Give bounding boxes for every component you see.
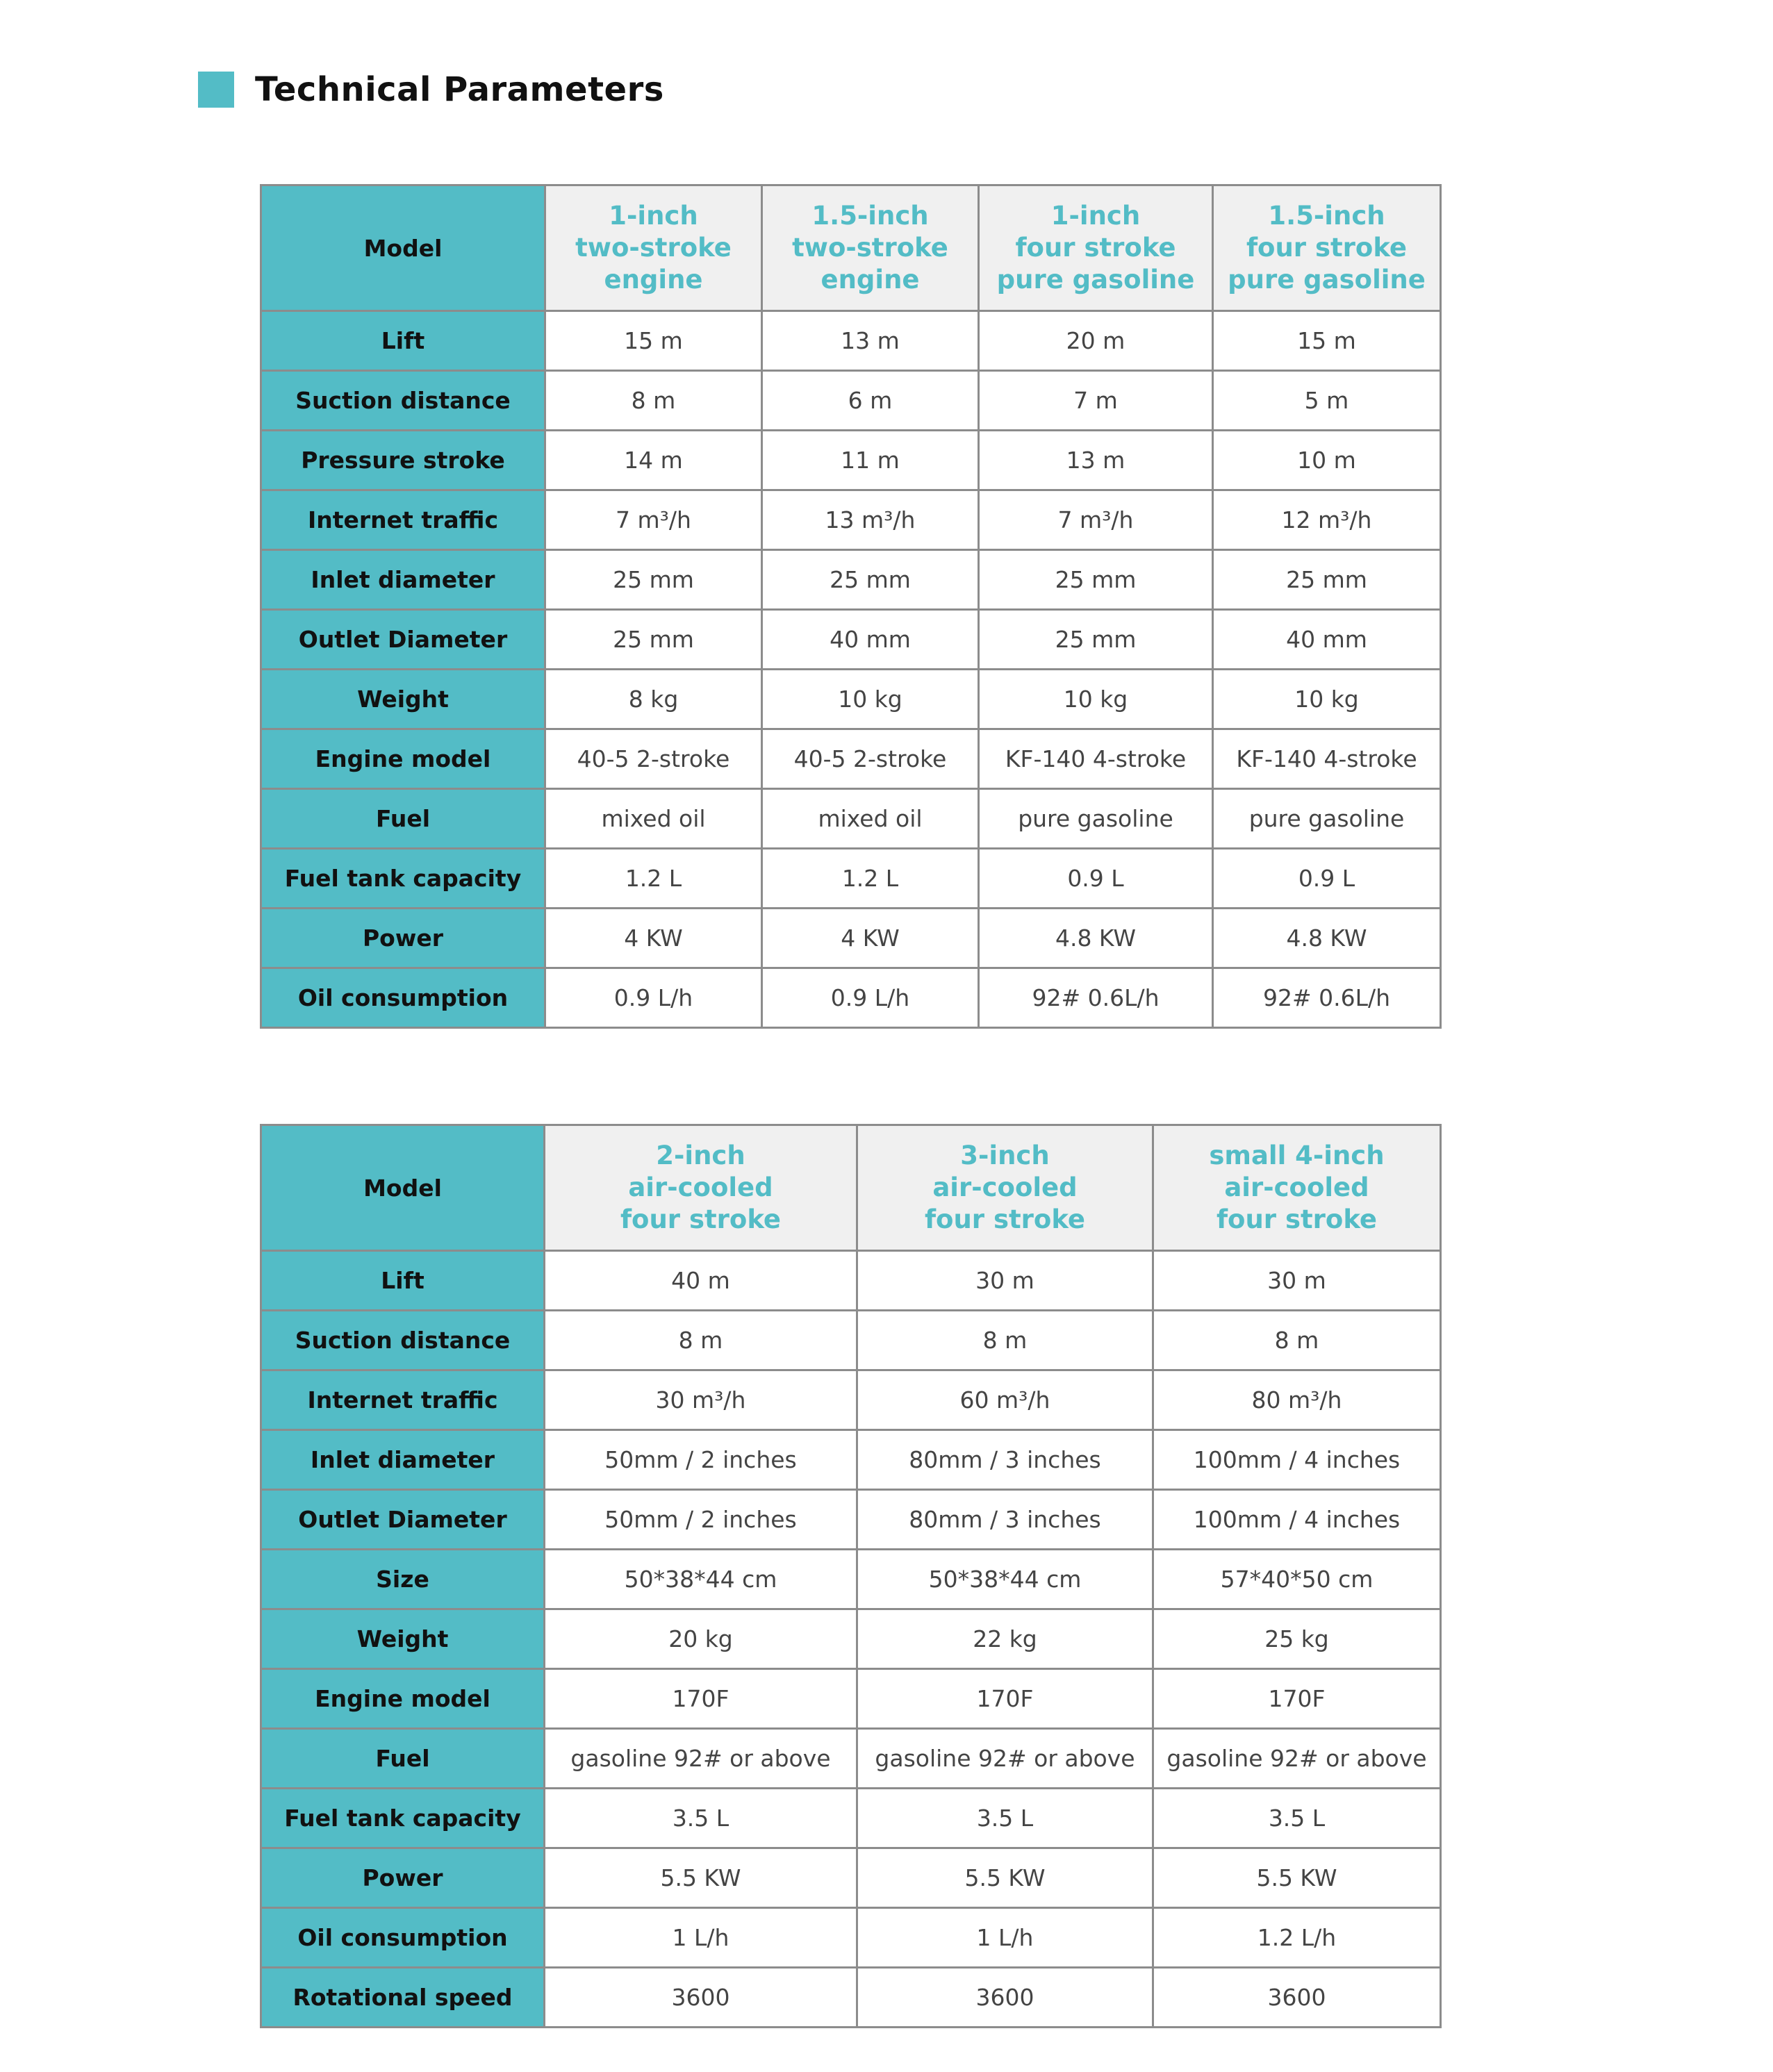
row-label: Suction distance (261, 1311, 545, 1370)
table-cell: 25 mm (762, 550, 979, 610)
table-cell: pure gasoline (979, 789, 1213, 849)
table-cell: gasoline 92# or above (545, 1729, 857, 1789)
row-label: Fuel (261, 789, 545, 849)
table-cell: 20 kg (545, 1609, 857, 1669)
table-cell: 100mm / 4 inches (1153, 1430, 1441, 1490)
table-cell: mixed oil (762, 789, 979, 849)
table-cell: 50mm / 2 inches (545, 1430, 857, 1490)
table-cell: 57*40*50 cm (1153, 1550, 1441, 1609)
table-row (261, 1908, 1441, 1968)
table-cell: 3.5 L (545, 1789, 857, 1848)
table-cell: 13 m (762, 311, 979, 371)
table-row (261, 1968, 1441, 2028)
table-cell: 40 m (545, 1251, 857, 1311)
row-label: Weight (261, 670, 545, 729)
table-cell: 13 m (979, 431, 1213, 490)
column-header-1inch-four-stroke: 1-inch four stroke pure gasoline (979, 185, 1213, 311)
table-cell: 25 mm (1213, 550, 1441, 610)
table-cell: 3600 (545, 1968, 857, 2028)
row-label: Lift (261, 311, 545, 371)
table-cell: 80 m³/h (1153, 1370, 1441, 1430)
table-header-row (261, 185, 1441, 311)
table-cell: 4 KW (762, 909, 979, 968)
table-cell: 7 m³/h (979, 490, 1213, 550)
table-row (261, 849, 1441, 909)
table-cell: 10 m (1213, 431, 1441, 490)
page-title: Technical Parameters (255, 70, 664, 109)
row-label: Outlet Diameter (261, 1490, 545, 1550)
row-label: Suction distance (261, 371, 545, 431)
row-label: Outlet Diameter (261, 610, 545, 670)
table-cell: 20 m (979, 311, 1213, 371)
table-row (261, 1848, 1441, 1908)
table-cell: KF-140 4-stroke (979, 729, 1213, 789)
row-label: Fuel tank capacity (261, 1789, 545, 1848)
table-cell: 15 m (545, 311, 762, 371)
table-cell: 170F (1153, 1669, 1441, 1729)
table-cell: 1 L/h (857, 1908, 1153, 1968)
table-row (261, 968, 1441, 1028)
table-cell: 7 m³/h (545, 490, 762, 550)
table-cell: 30 m³/h (545, 1370, 857, 1430)
table-cell: 3600 (857, 1968, 1153, 2028)
table-cell: 1.2 L (545, 849, 762, 909)
row-label: Internet traffic (261, 1370, 545, 1430)
table-row (261, 1430, 1441, 1490)
table-cell: 50*38*44 cm (857, 1550, 1153, 1609)
row-label: Lift (261, 1251, 545, 1311)
table-cell: pure gasoline (1213, 789, 1441, 849)
table-row (261, 431, 1441, 490)
table-cell: 0.9 L (979, 849, 1213, 909)
table-cell: KF-140 4-stroke (1213, 729, 1441, 789)
table-corner-label: Model (261, 1125, 545, 1251)
table-cell: 60 m³/h (857, 1370, 1153, 1430)
table-cell: 5 m (1213, 371, 1441, 431)
row-label: Inlet diameter (261, 1430, 545, 1490)
column-header-1inch-two-stroke: 1-inch two-stroke engine (545, 185, 762, 311)
row-label: Engine model (261, 1669, 545, 1729)
table-cell: 4.8 KW (979, 909, 1213, 968)
table-cell: 40-5 2-stroke (762, 729, 979, 789)
table-row (261, 1789, 1441, 1848)
spec-table-small-pumps (260, 184, 1442, 1029)
table-cell: 30 m (1153, 1251, 1441, 1311)
table-cell: 5.5 KW (545, 1848, 857, 1908)
accent-square-icon (198, 72, 234, 108)
table-cell: 80mm / 3 inches (857, 1430, 1153, 1490)
table-row (261, 909, 1441, 968)
row-label: Power (261, 909, 545, 968)
table-cell: 92# 0.6L/h (1213, 968, 1441, 1028)
table-cell: mixed oil (545, 789, 762, 849)
table-row (261, 1311, 1441, 1370)
row-label: Size (261, 1550, 545, 1609)
row-label: Oil consumption (261, 968, 545, 1028)
row-label: Power (261, 1848, 545, 1908)
table-row (261, 1729, 1441, 1789)
table-cell: 1.2 L/h (1153, 1908, 1441, 1968)
table-cell: 4.8 KW (1213, 909, 1441, 968)
row-label: Pressure stroke (261, 431, 545, 490)
table-cell: 0.9 L/h (762, 968, 979, 1028)
table-cell: 1 L/h (545, 1908, 857, 1968)
table-cell: 25 mm (979, 610, 1213, 670)
table-row (261, 1370, 1441, 1430)
row-label: Fuel tank capacity (261, 849, 545, 909)
table-cell: 6 m (762, 371, 979, 431)
table-row (261, 1251, 1441, 1311)
table-cell: 10 kg (1213, 670, 1441, 729)
table-cell: 50*38*44 cm (545, 1550, 857, 1609)
table-cell: 10 kg (979, 670, 1213, 729)
table-cell: 40-5 2-stroke (545, 729, 762, 789)
row-label: Weight (261, 1609, 545, 1669)
table-row (261, 371, 1441, 431)
table-header-row (261, 1125, 1441, 1251)
table-row (261, 311, 1441, 371)
table-cell: 14 m (545, 431, 762, 490)
table-row (261, 550, 1441, 610)
table-row (261, 610, 1441, 670)
table-cell: gasoline 92# or above (857, 1729, 1153, 1789)
table-cell: 12 m³/h (1213, 490, 1441, 550)
table-cell: 8 m (545, 371, 762, 431)
table-cell: 25 kg (1153, 1609, 1441, 1669)
table-cell: 170F (857, 1669, 1153, 1729)
table-cell: 40 mm (1213, 610, 1441, 670)
table-cell: 8 m (1153, 1311, 1441, 1370)
table-row (261, 670, 1441, 729)
table-cell: 50mm / 2 inches (545, 1490, 857, 1550)
row-label: Rotational speed (261, 1968, 545, 2028)
table-cell: 3600 (1153, 1968, 1441, 2028)
table-cell: 8 m (857, 1311, 1153, 1370)
table-cell: 10 kg (762, 670, 979, 729)
table-cell: 0.9 L/h (545, 968, 762, 1028)
table-cell: gasoline 92# or above (1153, 1729, 1441, 1789)
table-cell: 25 mm (545, 550, 762, 610)
table-cell: 40 mm (762, 610, 979, 670)
table-cell: 13 m³/h (762, 490, 979, 550)
table-cell: 80mm / 3 inches (857, 1490, 1153, 1550)
table-cell: 3.5 L (857, 1789, 1153, 1848)
table-cell: 1.2 L (762, 849, 979, 909)
table-cell: 25 mm (545, 610, 762, 670)
table-row (261, 1609, 1441, 1669)
table-row (261, 789, 1441, 849)
column-header-1-5inch-two-stroke: 1.5-inch two-stroke engine (762, 185, 979, 311)
table-cell: 30 m (857, 1251, 1153, 1311)
table-cell: 25 mm (979, 550, 1213, 610)
table-cell: 8 kg (545, 670, 762, 729)
column-header-3inch: 3-inch air-cooled four stroke (857, 1125, 1153, 1251)
table-row (261, 729, 1441, 789)
spec-table-large-pumps (260, 1124, 1442, 2028)
column-header-small-4inch: small 4-inch air-cooled four stroke (1153, 1125, 1441, 1251)
table-cell: 170F (545, 1669, 857, 1729)
table-cell: 4 KW (545, 909, 762, 968)
table-cell: 15 m (1213, 311, 1441, 371)
row-label: Inlet diameter (261, 550, 545, 610)
table-row (261, 1550, 1441, 1609)
table-cell: 22 kg (857, 1609, 1153, 1669)
table-cell: 3.5 L (1153, 1789, 1441, 1848)
table-cell: 5.5 KW (857, 1848, 1153, 1908)
section-header (198, 69, 664, 110)
table-cell: 100mm / 4 inches (1153, 1490, 1441, 1550)
table-row (261, 1669, 1441, 1729)
table-cell: 0.9 L (1213, 849, 1441, 909)
table-cell: 5.5 KW (1153, 1848, 1441, 1908)
table-cell: 8 m (545, 1311, 857, 1370)
row-label: Fuel (261, 1729, 545, 1789)
row-label: Internet traffic (261, 490, 545, 550)
table-cell: 7 m (979, 371, 1213, 431)
row-label: Engine model (261, 729, 545, 789)
table-row (261, 1490, 1441, 1550)
column-header-1-5inch-four-stroke: 1.5-inch four stroke pure gasoline (1213, 185, 1441, 311)
column-header-2inch: 2-inch air-cooled four stroke (545, 1125, 857, 1251)
table-corner-label: Model (261, 185, 545, 311)
table-row (261, 490, 1441, 550)
row-label: Oil consumption (261, 1908, 545, 1968)
table-cell: 11 m (762, 431, 979, 490)
table-cell: 92# 0.6L/h (979, 968, 1213, 1028)
